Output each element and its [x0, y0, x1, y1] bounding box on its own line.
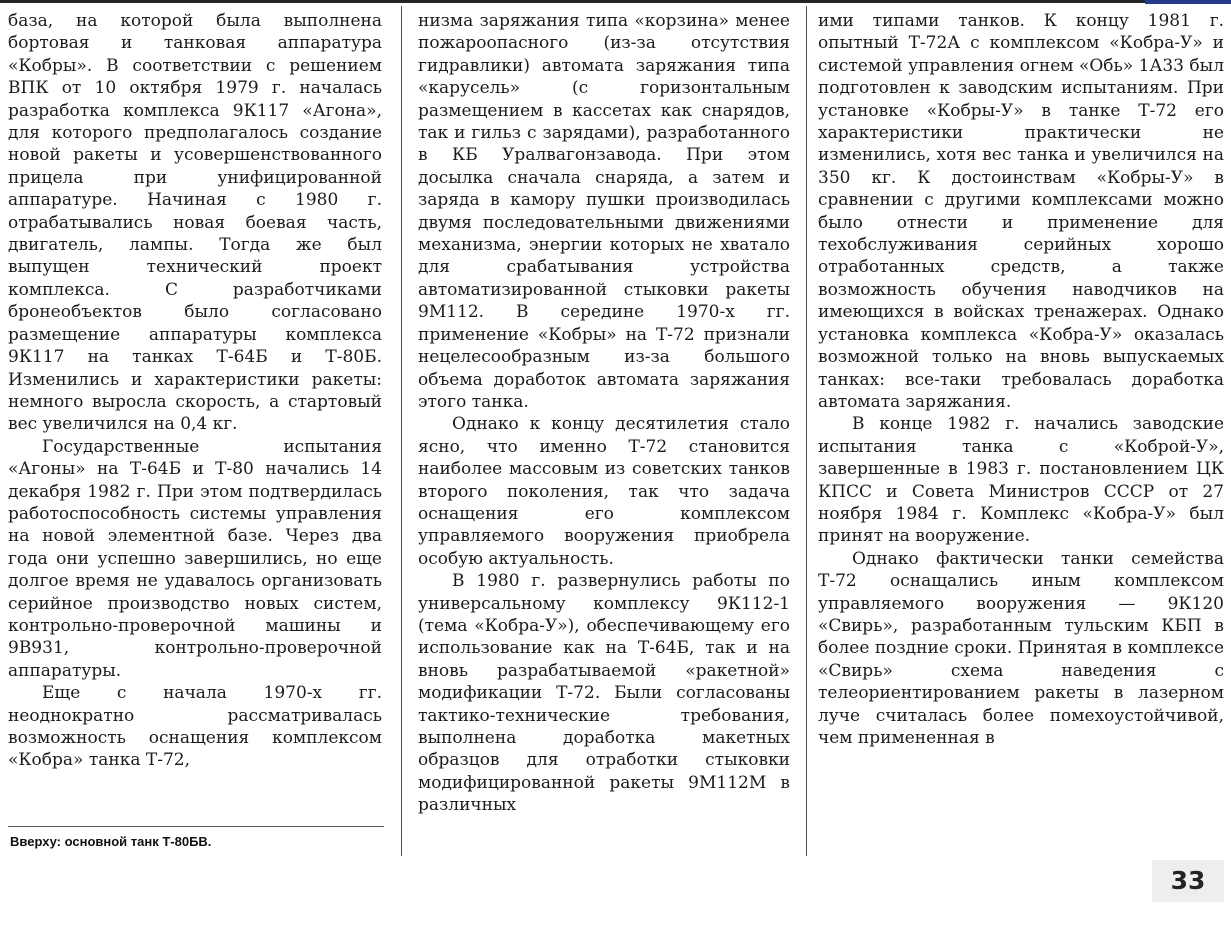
- paragraph: база, на которой была выполнена бортовая и танковая аппаратура «Кобры». В соответствии с решением ВПК от 10 октября 1979 г. началась разработка комплекса 9К117 «Агона», для которого предполагалось создание новой ракеты и усовершенствованного прицела при унифицированной аппаратуре. Начиная с 1980 г. отрабатывались новая боевая часть, двигатель, лампы. Тогда же был выпущен технический проект комплекса. С разработчиками бронеобъектов было согласовано размещение аппаратуры комплекса 9К117 на танках Т-64Б и Т-80Б. Изменились и характеристики ракеты: немного выросла скорость, а стартовый вес увеличился на 0,4 кг.: [8, 11, 382, 435]
- caption-divider: [8, 826, 384, 827]
- text-column-2: [418, 10, 790, 817]
- photo-caption: Вверху: основной танк Т-80БВ.: [10, 834, 212, 849]
- column-divider: [401, 6, 402, 856]
- paragraph: В конце 1982 г. начались заводские испытания танка с «Коброй-У», завершенные в 1983 г. постановлением ЦК КПСС и Совета Министров СССР от 27 ноября 1984 г. Комплекс «Кобра-У» был принят на вооружение.: [818, 414, 1224, 547]
- paragraph: низма заряжания типа «корзина» менее пожароопасного (из-за отсутствия гидравлики) автомата заряжания типа «карусель» (с горизонтальным размещением в кассетах как снарядов, так и гильз с зарядами), разработанного в КБ Уралвагонзавода. При этом досылка сначала снаряда, а затем и заряда в камору пушки производилась двумя последовательными движениями механизма, энергии которых не хватало для срабатывания устройства автоматизированной стыковки ракеты 9М112. В середине 1970-х гг. применение «Кобры» на Т-72 признали нецелесообразным из-за большого объема доработок автомата заряжания этого танка.: [418, 11, 790, 412]
- paragraph: В 1980 г. развернулись работы по универсальному комплексу 9К112-1 (тема «Кобра-У»), обеспечивающему его использование как на Т-64Б, так и на вновь разрабатываемой «ракетной» модификации Т-72. Были согласованы тактико-технические требования, выполнена доработка макетных образцов для отработки стыковки модифицированной ракеты 9М112М в различных: [418, 571, 790, 816]
- text-column-1: [8, 10, 382, 772]
- paragraph: Еще с начала 1970-х гг. неоднократно рассматривалась возможность оснащения комплексом «Кобра» танка Т-72,: [8, 683, 382, 771]
- paragraph: Государственные испытания «Агоны» на Т-64Б и Т-80 начались 14 декабря 1982 г. При этом подтвердилась работоспособность системы управления на новой элементной базе. Через два года они успешно завершились, но еще долгое время не удавалось организовать серийное производство новых систем, контрольно-проверочной машины и 9В931, контрольно-проверочной аппаратуры.: [8, 436, 382, 681]
- paragraph: Однако к концу десятилетия стало ясно, что именно Т-72 становится наиболее массовым из советских танков второго поколения, так что задача оснащения его комплексом управляемого вооружения приобрела особую актуальность.: [418, 414, 790, 569]
- paragraph: ими типами танков. К концу 1981 г. опытный Т-72А с комплексом «Кобра-У» и системой управления огнем «Обь» 1А33 был подготовлен к заводским испытаниям. При установке «Кобры-У» в танке Т-72 его характеристики практически не изменились, хотя вес танка и увеличился на 350 кг. К достоинствам «Кобры-У» в сравнении с другими комплексами можно было отнести и применение для техобслуживания серийных хорошо отработанных средств, а также возможность обучения наводчиков на имеющихся в войсках тренажерах. Однако установка комплекса «Кобра-У» оказалась возможной только на вновь выпускаемых танках: все-таки требовалась доработка автомата заряжания.: [818, 11, 1224, 412]
- text-column-3: [818, 10, 1224, 749]
- paragraph: Однако фактически танки семейства Т-72 оснащались иным комплексом управляемого вооружения — 9К120 «Свирь», разработанным тульским КБП в более поздние сроки. Принятая в комплексе «Свирь» схема наведения с телеориентированием ракеты в лазерном луче считалась более помехоустойчивой, чем примененная в: [818, 548, 1224, 748]
- top-border-accent: [1145, 0, 1231, 4]
- top-border-strip: [0, 0, 1231, 3]
- page-number: 33: [1152, 860, 1224, 902]
- column-divider: [806, 6, 807, 856]
